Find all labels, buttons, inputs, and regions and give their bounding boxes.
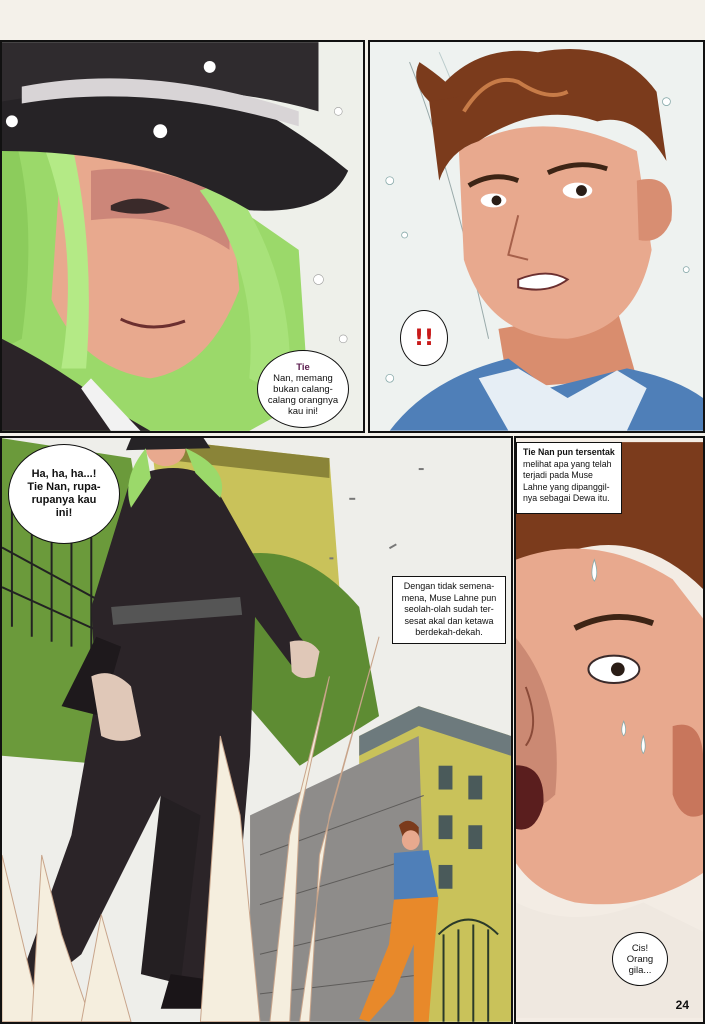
narration-caption-shock (516, 442, 622, 514)
caption-text-line: berdekah-dekah. (415, 627, 483, 637)
caption-text-line: terjadi pada Muse (523, 470, 593, 480)
exclaim-text: !! (413, 325, 435, 351)
speech-bubble-laugh (8, 444, 120, 544)
bubble-text-line: kau ini! (287, 405, 319, 417)
bubble-text-line: calang orangnya (267, 394, 339, 406)
narration-caption-laugh (392, 576, 506, 644)
panel-villain-closeup (0, 40, 365, 433)
bubble-text-line: Orang (626, 953, 654, 965)
bubble-text-line: bukan calang- (273, 383, 333, 395)
bubble-text-line: Cis! (631, 942, 649, 954)
caption-text-line: nya sebagai Dewa itu. (523, 493, 610, 503)
bubble-text-line: Nan, memang (273, 372, 333, 384)
speech-bubble-cis (612, 932, 668, 986)
panel-hero-surprised (368, 40, 705, 433)
caption-text-line: seolah-olah sudah ter- (404, 604, 494, 614)
caption-text-line: Dengan tidak semena- (403, 581, 495, 591)
caption-text-line: sesat akal dan ketawa (404, 615, 494, 626)
caption-text-line: melihat apa yang telah (523, 458, 612, 469)
page-number: 24 (675, 998, 689, 1012)
bubble-text-line: Ha, ha, ha...! (31, 468, 97, 480)
bubble-text-line: gila... (628, 964, 652, 976)
hero-surprised-art (370, 42, 703, 431)
panel-hero-shocked (514, 436, 705, 1024)
panel-villain-laughing (0, 436, 513, 1024)
bubble-text-line: rupanya kau (31, 494, 97, 506)
bubble-text-line: Tie Nan, rupa- (27, 481, 101, 493)
caption-text-line: Tie Nan pun tersentak (523, 447, 615, 457)
hero-shocked-art (516, 438, 703, 1022)
caption-text-line: Lahne yang dipanggil- (523, 481, 610, 492)
speech-bubble-villain (257, 350, 349, 428)
bubble-text-line: ini! (55, 507, 73, 519)
exclaim-bubble (400, 310, 448, 366)
caption-text-line: mena, Muse Lahne pun (401, 592, 497, 603)
bubble-text-line: Tie (296, 361, 310, 373)
